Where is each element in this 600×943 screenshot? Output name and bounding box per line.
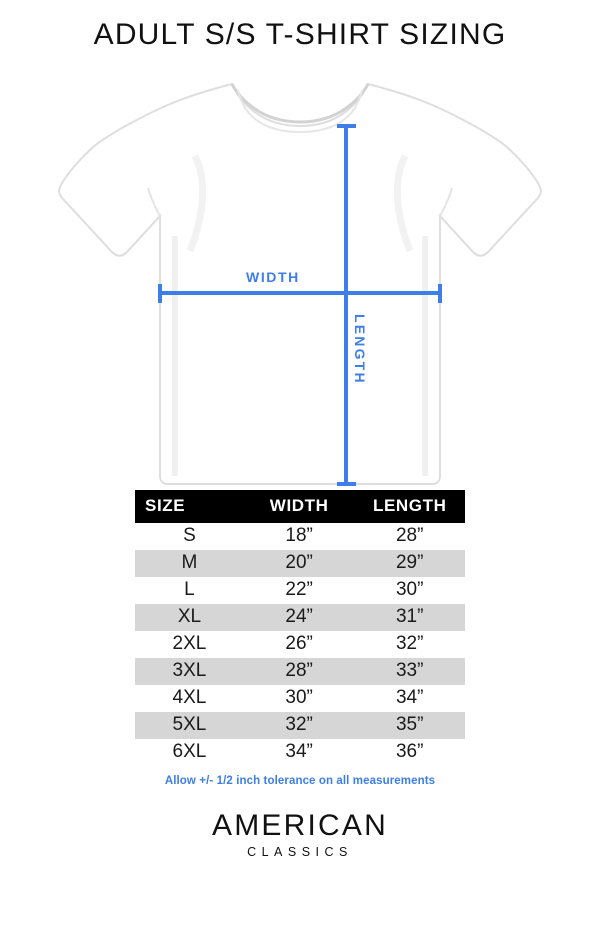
tshirt-diagram xyxy=(0,56,600,486)
cell-width: 20” xyxy=(244,550,355,577)
cell-size: 6XL xyxy=(135,739,244,766)
brand-tagline: CLASSICS xyxy=(247,845,353,859)
cell-width: 34” xyxy=(244,739,355,766)
cell-length: 32” xyxy=(354,631,465,658)
table-row xyxy=(135,658,465,685)
cell-width: 24” xyxy=(244,604,355,631)
cell-length: 36” xyxy=(354,739,465,766)
cell-length: 28” xyxy=(354,523,465,550)
tshirt-illustration xyxy=(0,56,600,486)
size-table-head xyxy=(135,490,465,523)
brand-name: AMERICAN xyxy=(212,809,388,842)
size-table-container xyxy=(135,490,465,766)
table-row xyxy=(135,631,465,658)
table-row xyxy=(135,577,465,604)
size-table xyxy=(135,490,465,766)
length-label: LENGTH xyxy=(352,314,368,385)
width-label: WIDTH xyxy=(246,269,300,285)
cell-width: 32” xyxy=(244,712,355,739)
cell-width: 30” xyxy=(244,685,355,712)
cell-length: 30” xyxy=(354,577,465,604)
cell-width: 28” xyxy=(244,658,355,685)
table-row xyxy=(135,604,465,631)
cell-length: 31” xyxy=(354,604,465,631)
table-row xyxy=(135,523,465,550)
header-size: SIZE xyxy=(135,490,244,523)
cell-length: 35” xyxy=(354,712,465,739)
cell-length: 29” xyxy=(354,550,465,577)
cell-size: 3XL xyxy=(135,658,244,685)
cell-length: 34” xyxy=(354,685,465,712)
cell-size: S xyxy=(135,523,244,550)
cell-size: 4XL xyxy=(135,685,244,712)
cell-size: 5XL xyxy=(135,712,244,739)
cell-size: 2XL xyxy=(135,631,244,658)
header-length: LENGTH xyxy=(354,490,465,523)
header-width: WIDTH xyxy=(244,490,355,523)
tolerance-note: Allow +/- 1/2 inch tolerance on all measurements xyxy=(164,775,436,787)
size-table-body xyxy=(135,523,465,766)
cell-size: L xyxy=(135,577,244,604)
cell-length: 33” xyxy=(354,658,465,685)
cell-width: 18” xyxy=(244,523,355,550)
cell-width: 26” xyxy=(244,631,355,658)
cell-width: 22” xyxy=(244,577,355,604)
table-header-row xyxy=(135,490,465,523)
page-title: ADULT S/S T-SHIRT SIZING xyxy=(93,18,507,51)
cell-size: XL xyxy=(135,604,244,631)
table-row xyxy=(135,685,465,712)
brand-logo xyxy=(212,809,388,859)
table-row xyxy=(135,739,465,766)
table-row xyxy=(135,550,465,577)
table-row xyxy=(135,712,465,739)
cell-size: M xyxy=(135,550,244,577)
